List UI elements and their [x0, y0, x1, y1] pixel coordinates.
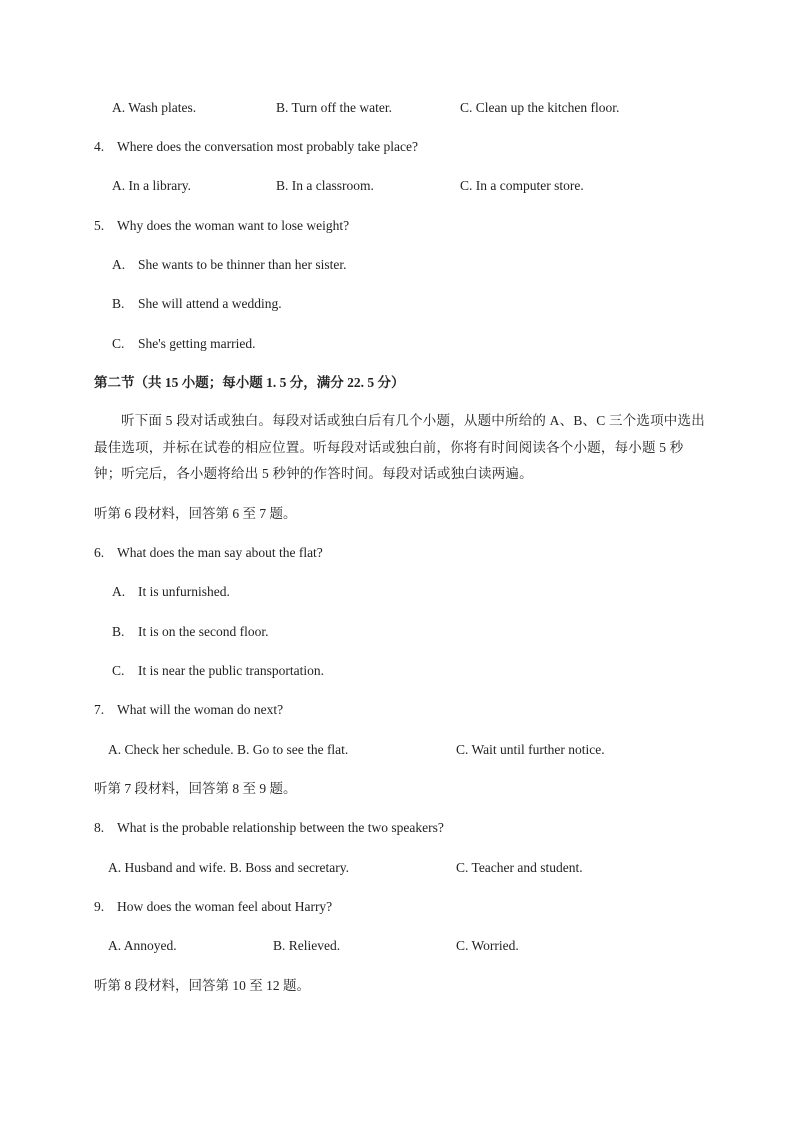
q5-option-c-text: She's getting married.	[138, 336, 256, 351]
q3-option-b: B. Turn off the water.	[276, 100, 393, 115]
q9-text: How does the woman feel about Harry?	[117, 899, 333, 914]
q6-option-a-letter: A.	[112, 584, 126, 599]
q4-option-c: C. In a computer store.	[460, 178, 584, 193]
q8-number: 8.	[94, 820, 105, 835]
q7-option-c: C. Wait until further notice.	[456, 742, 605, 757]
q9-number: 9.	[94, 899, 105, 914]
q8-option-c: C. Teacher and student.	[456, 860, 583, 875]
q5-option-b-text: She will attend a wedding.	[138, 296, 282, 311]
section-2-heading: 第二节（共 15 小题；每小题 1. 5 分，满分 22. 5 分）	[94, 375, 405, 390]
q5-number: 5.	[94, 218, 105, 233]
q5-option-a-letter: A.	[112, 257, 126, 272]
q6-text: What does the man say about the flat?	[117, 545, 323, 560]
q9-option-c: C. Worried.	[456, 938, 519, 953]
q5-option-a-text: She wants to be thinner than her sister.	[138, 257, 347, 272]
q3-option-c: C. Clean up the kitchen floor.	[460, 100, 620, 115]
material-7-heading: 听第 7 段材料，回答第 8 至 9 题。	[94, 781, 297, 796]
q3-option-a: A. Wash plates.	[112, 100, 197, 115]
q6-number: 6.	[94, 545, 105, 560]
q4-text: Where does the conversation most probably take place?	[117, 139, 419, 154]
q5-text: Why does the woman want to lose weight?	[117, 218, 350, 233]
q5-option-c-letter: C.	[112, 336, 125, 351]
q6-option-a-text: It is unfurnished.	[138, 584, 230, 599]
q6-option-c-letter: C.	[112, 663, 125, 678]
section-2-instructions: 听下面 5 段对话或独白。每段对话或独白后有几个小题，从题中所给的 A、B、C 三个选项中选出最佳选项，并标在试卷的相应位置。听每段对话或独白前，你将有时间阅读各个小题，每小题 5 秒钟；听完后，各小题将给出 5 秒钟的作答时间。每段对话或独白读两遍。	[94, 413, 705, 481]
q7-option-ab: A. Check her schedule. B. Go to see the flat.	[108, 742, 349, 757]
q7-text: What will the woman do next?	[117, 702, 284, 717]
q5-option-b-letter: B.	[112, 296, 125, 311]
q8-option-ab: A. Husband and wife. B. Boss and secretary.	[108, 860, 349, 875]
q9-option-a: A. Annoyed.	[108, 938, 177, 953]
q4-option-a: A. In a library.	[112, 178, 191, 193]
q7-number: 7.	[94, 702, 105, 717]
q4-option-b: B. In a classroom.	[276, 178, 374, 193]
material-6-heading: 听第 6 段材料，回答第 6 至 7 题。	[94, 506, 297, 521]
material-8-heading: 听第 8 段材料，回答第 10 至 12 题。	[94, 978, 310, 993]
q6-option-b-letter: B.	[112, 624, 125, 639]
q8-text: What is the probable relationship between the two speakers?	[117, 820, 444, 835]
q6-option-b-text: It is on the second floor.	[138, 624, 269, 639]
q6-option-c-text: It is near the public transportation.	[138, 663, 324, 678]
q4-number: 4.	[94, 139, 105, 154]
q9-option-b: B. Relieved.	[273, 938, 341, 953]
